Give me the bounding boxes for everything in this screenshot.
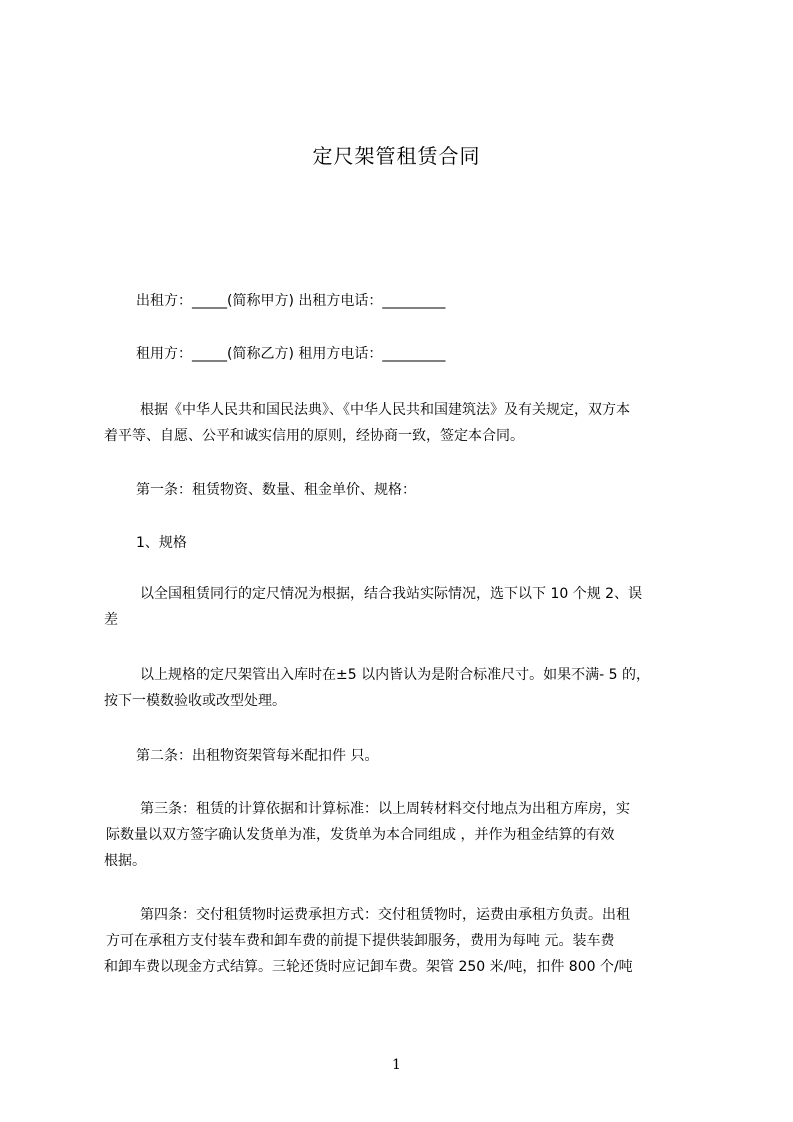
article-3-paragraph: [104, 796, 704, 874]
item-1-paragraph: [104, 581, 704, 633]
article-3-line: 际数量以双方签字确认发货单为准，发货单为本合同组成 ，并作为租金结算的有效: [106, 827, 615, 843]
article-4-paragraph: [104, 902, 704, 980]
item-1-heading: 1、规格: [136, 535, 187, 551]
tolerance-line: 按下一模数验收或改型处理。: [104, 693, 286, 709]
lessee-line: 租用方：_____(简称乙方) 租用方电话：_________: [136, 346, 446, 362]
article-3-line: 第三条：租赁的计算依据和计算标准：以上周转材料交付地点为出租方库房，实: [140, 801, 630, 817]
preamble-paragraph: [104, 397, 704, 449]
document-title: 定尺架管租赁合同: [312, 144, 481, 168]
item-1-line: 差: [104, 612, 118, 628]
lessor-line: 出租方：_____(简称甲方) 出租方电话：_________: [136, 293, 446, 309]
article-3-line: 根据。: [104, 853, 146, 869]
item-1-line: 以全国租赁同行的定尺情况为根据，结合我站实际情况，选下以下 10 个规 2、误: [140, 586, 643, 602]
article-2: 第二条：出租物资架管每米配扣件 只。: [136, 748, 379, 764]
article-4-line: 和卸车费以现金方式结算。三轮还货时应记卸车费。架管 250 米/吨，扣件 800 个/吨: [104, 959, 633, 975]
tolerance-paragraph: [104, 662, 704, 714]
preamble-line: 着平等、自愿、公平和诚实信用的原则，经协商一致，签定本合同。: [104, 428, 524, 444]
article-4-line: 方可在承租方支付装车费和卸车费的前提下提供装卸服务，费用为每吨 元。装车费: [106, 933, 615, 949]
article-4-line: 第四条：交付租赁物时运费承担方式：交付租赁物时，运费由承租方负责。出租: [140, 907, 630, 923]
tolerance-line: 以上规格的定尺架管出入库时在±5 以内皆认为是附合标准尺寸。如果不满- 5 的，: [140, 667, 650, 683]
page-number: 1: [392, 1057, 401, 1073]
preamble-line: 根据《中华人民共和国民法典》、《中华人民共和国建筑法》及有关规定，双方本: [140, 402, 630, 418]
article-1-heading: 第一条：租赁物资、数量、租金单价、规格：: [136, 482, 416, 498]
